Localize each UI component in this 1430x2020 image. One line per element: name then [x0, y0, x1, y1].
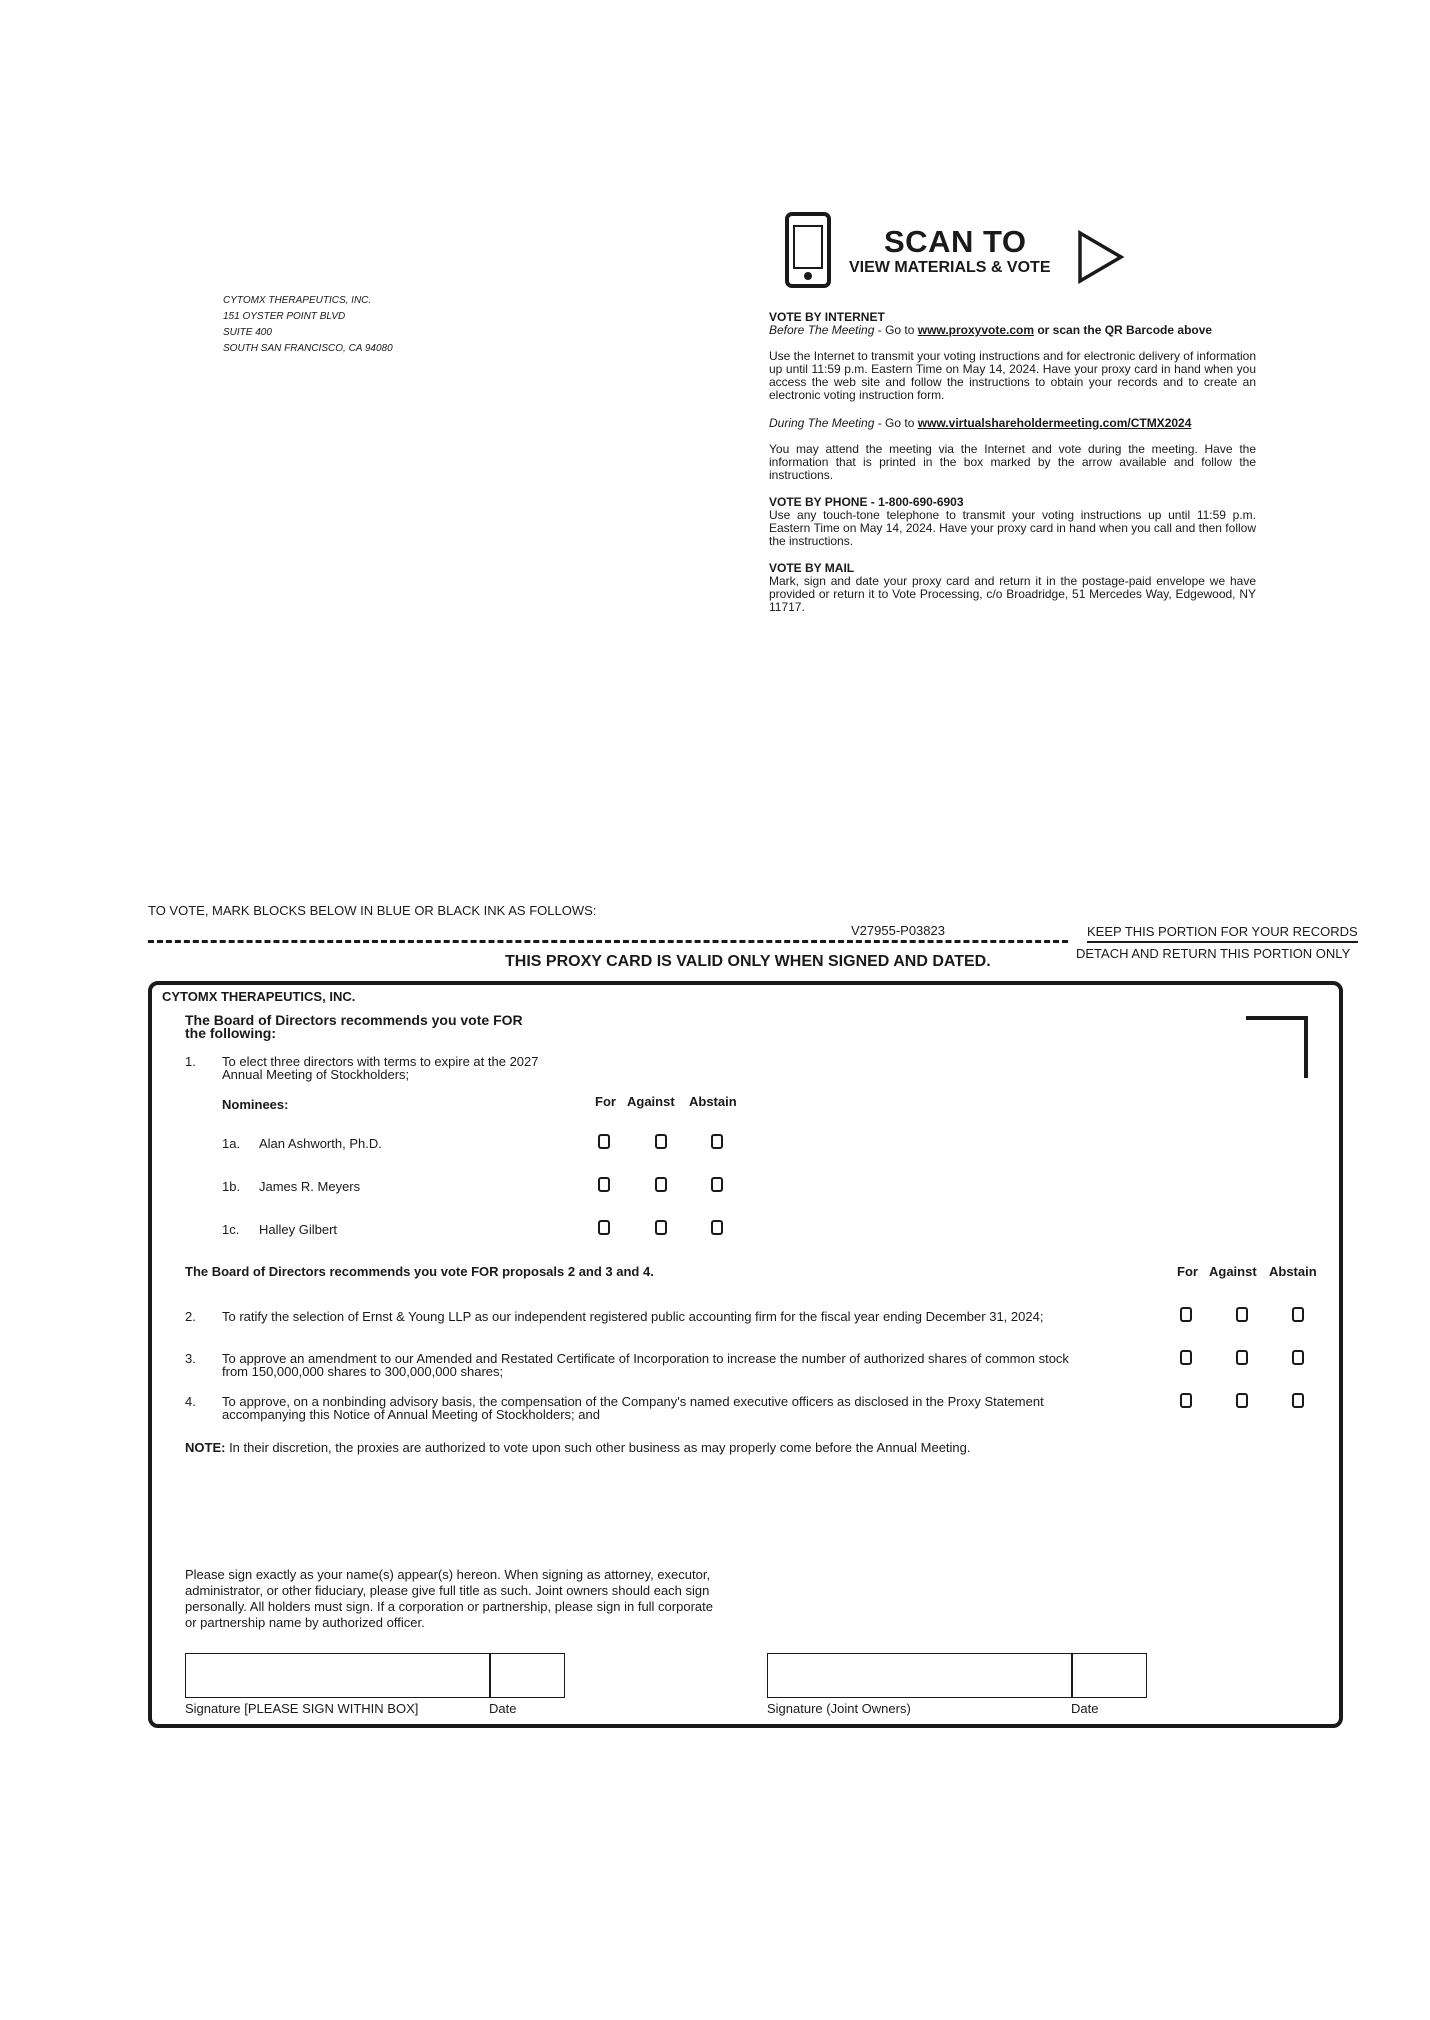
joint-date-label: Date [1071, 1701, 1099, 1716]
during-body: You may attend the meeting via the Internet and vote during the meeting. Have the information that is printed in the box marked by the arrow available and follow the instructions. [769, 442, 1256, 482]
checkbox-1a-against[interactable] [655, 1134, 667, 1149]
item1-line1: To elect three directors with terms to expire at the 2027 [222, 1054, 539, 1069]
checkbox-2-against[interactable] [1236, 1307, 1248, 1322]
mail-heading: VOTE BY MAIL [769, 561, 855, 575]
scan-title: SCAN TO [884, 224, 1027, 259]
nominee-num: 1b. [222, 1179, 241, 1194]
checkbox-4-abstain[interactable] [1292, 1393, 1304, 1408]
col-for: For [595, 1094, 616, 1109]
board-rec-1-cont: the following: [185, 1025, 276, 1041]
play-arrow-icon [1077, 230, 1125, 284]
signature-label: Signature [PLEASE SIGN WITHIN BOX] [185, 1701, 419, 1716]
date-label: Date [489, 1701, 517, 1716]
checkbox-1b-against[interactable] [655, 1177, 667, 1192]
checkbox-3-against[interactable] [1236, 1350, 1248, 1365]
keep-portion-text: KEEP THIS PORTION FOR YOUR RECORDS [1087, 924, 1358, 943]
checkbox-3-abstain[interactable] [1292, 1350, 1304, 1365]
vote-mail-section [769, 562, 1256, 614]
before-tail: or scan the QR Barcode above [1034, 323, 1213, 337]
checkbox-2-for[interactable] [1180, 1307, 1192, 1322]
sign-instructions: personally. All holders must sign. If a corporation or partnership, please sign in full corporate [185, 1599, 713, 1614]
checkbox-1c-against[interactable] [655, 1220, 667, 1235]
nominees-label: Nominees: [222, 1097, 289, 1112]
phone-heading: VOTE BY PHONE - 1-800-690-6903 [769, 495, 964, 509]
vote-internet-section [769, 311, 1256, 337]
joint-signature-label: Signature (Joint Owners) [767, 1701, 911, 1716]
proposal-num: 2. [185, 1309, 196, 1324]
sign-instructions: administrator, or other fiduciary, please give full title as such. Joint owners should each sign [185, 1583, 710, 1598]
proposal-text: To approve, on a nonbinding advisory basis, the compensation of the Company's named executive officers as disclosed in the Proxy Statement [222, 1394, 1044, 1409]
col-against: Against [1209, 1264, 1257, 1279]
mail-text: Mark, sign and date your proxy card and return it in the postage-paid envelope we have provided or return it to Vote Processing, c/o Broadridge, 51 Mercedes Way, Edgewood, NY 11717. [769, 574, 1256, 614]
phone-text: Use any touch-tone telephone to transmit your voting instructions up until 11:59 p.m. Eastern Time on May 14, 2024. Have your proxy card in hand when you call and then follow the instructions. [769, 508, 1256, 548]
valid-notice: THIS PROXY CARD IS VALID ONLY WHEN SIGNED AND DATED. [505, 953, 991, 970]
sign-instructions: or partnership name by authorized officer. [185, 1615, 425, 1630]
item1-num: 1. [185, 1054, 196, 1069]
during-text: - Go to [874, 416, 918, 430]
checkbox-1b-for[interactable] [598, 1177, 610, 1192]
before-label: Before The Meeting [769, 323, 875, 337]
during-meeting [769, 417, 1256, 430]
checkbox-1b-abstain[interactable] [711, 1177, 723, 1192]
control-number: V27955-P03823 [851, 923, 945, 938]
checkbox-1a-abstain[interactable] [711, 1134, 723, 1149]
proxyvote-link[interactable]: www.proxyvote.com [917, 323, 1035, 337]
board-rec-2: The Board of Directors recommends you vote FOR proposals 2 and 3 and 4. [185, 1264, 654, 1279]
item1-line2: Annual Meeting of Stockholders; [222, 1067, 410, 1082]
proposal-text: To ratify the selection of Ernst & Young LLP as our independent registered public accounting firm for the fiscal year ending December 31, 2024; [222, 1309, 1044, 1324]
checkbox-1a-for[interactable] [598, 1134, 610, 1149]
proposal-num: 4. [185, 1394, 196, 1409]
scan-subtitle: VIEW MATERIALS & VOTE [849, 259, 1051, 276]
suite: SUITE 400 [223, 327, 272, 338]
checkbox-4-for[interactable] [1180, 1393, 1192, 1408]
col-for: For [1177, 1264, 1198, 1279]
proposal-text-cont: accompanying this Notice of Annual Meeting of Stockholders; and [222, 1407, 600, 1422]
city: SOUTH SAN FRANCISCO, CA 94080 [223, 343, 393, 354]
internet-heading: VOTE BY INTERNET [769, 310, 885, 324]
nominee-num: 1a. [222, 1136, 241, 1151]
board-rec-1: The Board of Directors recommends you vote FOR [185, 1012, 523, 1028]
company-name: CYTOMX THERAPEUTICS, INC. [223, 295, 372, 306]
proposal-text: To approve an amendment to our Amended and Restated Certificate of Incorporation to increase the number of authorized shares of common stock [222, 1351, 1069, 1366]
phone-icon [785, 212, 831, 288]
nominee-num: 1c. [222, 1222, 240, 1237]
detach-return-text: DETACH AND RETURN THIS PORTION ONLY [1076, 946, 1351, 961]
street: 151 OYSTER POINT BLVD [223, 311, 346, 322]
nominee-name: Alan Ashworth, Ph.D. [259, 1136, 382, 1151]
internet-text: Use the Internet to transmit your voting instructions and for electronic delivery of information up until 11:59 p.m. Eastern Time on May 14, 2024. Have your proxy card in hand when you access the web site and follow the instructions to obtain your records and to create an electronic voting instruction form. [769, 349, 1256, 402]
return-address [223, 293, 393, 357]
checkbox-3-for[interactable] [1180, 1350, 1192, 1365]
checkbox-4-against[interactable] [1236, 1393, 1248, 1408]
vote-phone-section [769, 496, 1256, 548]
detach-line [148, 940, 1068, 943]
date-box[interactable] [489, 1653, 565, 1698]
during-label: During The Meeting [769, 416, 875, 430]
col-abstain: Abstain [689, 1094, 737, 1109]
checkbox-1c-abstain[interactable] [711, 1220, 723, 1235]
nominee-name: James R. Meyers [259, 1179, 361, 1194]
note [185, 1440, 971, 1455]
sign-instructions: Please sign exactly as your name(s) appear(s) hereon. When signing as attorney, executor, [185, 1567, 711, 1582]
virtual-meeting-link[interactable]: www.virtualshareholdermeeting.com/CTMX2024 [917, 416, 1192, 430]
before-text: - Go to [874, 323, 918, 337]
checkbox-1c-for[interactable] [598, 1220, 610, 1235]
card-company: CYTOMX THERAPEUTICS, INC. [162, 989, 356, 1004]
proposal-text-cont: from 150,000,000 shares to 300,000,000 shares; [222, 1364, 504, 1379]
col-abstain: Abstain [1269, 1264, 1317, 1279]
col-against: Against [627, 1094, 675, 1109]
joint-date-box[interactable] [1071, 1653, 1147, 1698]
proposal-num: 3. [185, 1351, 196, 1366]
checkbox-2-abstain[interactable] [1292, 1307, 1304, 1322]
nominee-name: Halley Gilbert [259, 1222, 338, 1237]
signature-box[interactable] [185, 1653, 491, 1698]
corner-mark [1246, 1016, 1308, 1020]
mark-instructions: TO VOTE, MARK BLOCKS BELOW IN BLUE OR BLACK INK AS FOLLOWS: [148, 903, 597, 918]
joint-signature-box[interactable] [767, 1653, 1073, 1698]
note-text: In their discretion, the proxies are authorized to vote upon such other business as may properly come before the Annual Meeting. [225, 1440, 971, 1455]
note-label: NOTE: [185, 1440, 226, 1455]
corner-mark-vertical [1304, 1016, 1308, 1078]
